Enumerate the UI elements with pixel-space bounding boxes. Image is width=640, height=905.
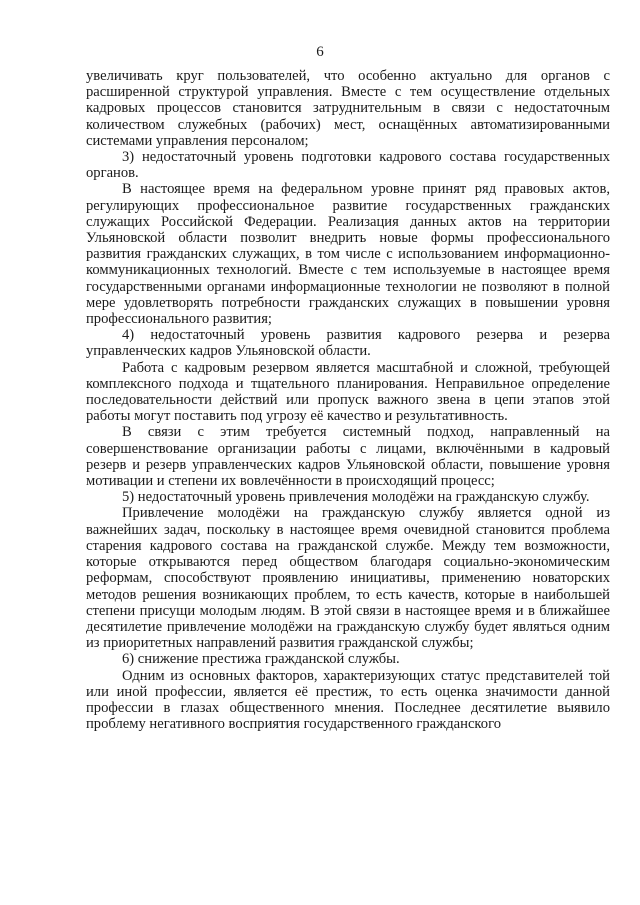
list-item: 6) снижение престижа гражданской службы. xyxy=(122,651,400,668)
paragraph: В настоящее время на федеральном уровне принят ряд правовых актов, регулирующих профессиональное развитие государственных гражданских служащих Российской Федерации. Реализация данных актов на территории Ульяновской области позволит внедрить новые формы профессионального развития гражданских служащих, в том числе с использованием информационно-коммуникационных технологий. Вместе с тем используемые в настоящее время государственными органами информационные технологии не позволяют в полной мере удовлетворять потребности гражданских служащих в повышении уровня профессионального развития; xyxy=(86,181,610,328)
paragraph: Одним из основных факторов, характеризующих статус представителей той или иной профессии, является её престиж, то есть оценка значимости данной профессии в глазах общественного мнения. Последнее десятилетие выявило проблему негативного восприятия государственного гражданского xyxy=(86,667,610,733)
paragraph: В связи с этим требуется системный подход, направленный на совершенствование организации работы с лицами, включёнными в кадровый резерв и резерв управленческих кадров Ульяновской области, повышение уровня мотивации и степени их вовлечённости в происходящий процесс; xyxy=(86,424,610,490)
paragraph: Привлечение молодёжи на гражданскую службу является одной из важнейших задач, поскольку в настоящее время очевидной становится проблема старения кадрового состава на гражданской службе. Между тем возможности, которые открываются перед обществом благодаря социально-экономическим реформам, способствуют проявлению инициативы, применению новаторских методов решения возникающих проблем, то есть качеств, которые в наибольшей степени присущи молодым людям. В этой связи в настоящее время и в ближайшее десятилетие привлечение молодёжи на гражданскую службу будет являться одним из приоритетных направлений развития гражданской службы; xyxy=(86,505,610,652)
list-item: 3) недостаточный уровень подготовки кадрового состава государственных органов. xyxy=(86,149,610,182)
document-body xyxy=(86,68,610,732)
list-item: 4) недостаточный уровень развития кадрового резерва и резерва управленческих кадров Ульяновской области. xyxy=(86,327,610,360)
page-number: 6 xyxy=(316,44,324,60)
paragraph: увеличивать круг пользователей, что особенно актуально для органов с расширенной структурой управления. Вместе с тем осуществление отдельных кадровых процессов становится затруднительным в связи с недостаточным количеством служебных (рабочих) мест, оснащённых автоматизированными системами управления персоналом; xyxy=(86,68,610,149)
paragraph: Работа с кадровым резервом является масштабной и сложной, требующей комплексного подхода и тщательного планирования. Неправильное определение последовательности действий или пропуск важного звена в цепи этапов этой работы могут поставить под угрозу её качество и результативность. xyxy=(86,359,610,425)
list-item: 5) недостаточный уровень привлечения молодёжи на гражданскую службу. xyxy=(122,489,590,506)
